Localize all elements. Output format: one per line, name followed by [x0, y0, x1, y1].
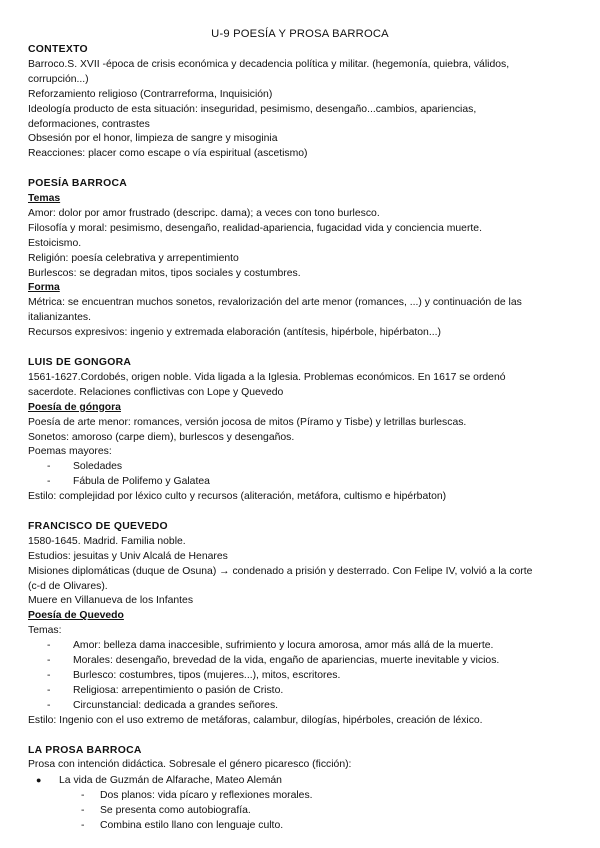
gongora-poesia-line: Poesía de arte menor: romances, versión jocosa de mitos (Píramo y Tisbe) y letrillas burlescas.	[28, 416, 467, 428]
temas-line: Religión: poesía celebrativa y arrepentimiento	[28, 252, 239, 264]
quevedo-bio-line: Muere en Villanueva de los Infantes	[28, 595, 194, 607]
gongora-estilo: Estilo: complejidad por léxico culto y recursos (aliteración, metáfora, cultismo e hipérbaton)	[28, 491, 447, 503]
quevedo-bio-line: Misiones diplomáticas (duque de Osuna) → condenado a prisión y desterrado. Con Felipe IV, volvió a la corte	[28, 565, 533, 577]
subheading-forma: Forma	[28, 282, 60, 294]
dash-marker: -	[47, 670, 51, 682]
dash-marker: -	[47, 461, 51, 473]
dash-marker: -	[81, 805, 85, 817]
gongora-bio-line: 1561-1627.Cordobés, origen noble. Vida ligada a la Iglesia. Problemas económicos. En 1617 se ordenó	[28, 371, 506, 383]
contexto-line: Reforzamiento religioso (Contrarreforma, Inquisición)	[28, 88, 273, 100]
contexto-line: corrupción...)	[28, 73, 89, 85]
list-item: - Soledades	[28, 460, 576, 475]
list-item: - Amor: belleza dama inaccesible, sufrimiento y locura amorosa, amor más allá de la muerte.	[28, 639, 576, 654]
gongora-poesia-line: Sonetos: amoroso (carpe diem), burlescos y desengaños.	[28, 431, 295, 443]
list-item: - Combina estilo llano con lenguaje culto.	[28, 819, 576, 834]
dash-marker: -	[47, 640, 51, 652]
list-item: - Dos planos: vida pícaro y reflexiones morales.	[28, 789, 576, 804]
contexto-line: Barroco.S. XVII -época de crisis económica y decadencia política y militar. (hegemonía, quiebra, válidos,	[28, 58, 510, 70]
subheading-poesia-gongora: Poesía de góngora	[28, 401, 121, 413]
document-body	[28, 43, 576, 834]
forma-line: italianizantes.	[28, 312, 91, 324]
dash-marker: -	[47, 655, 51, 667]
quevedo-bio-line: Estudios: jesuitas y Univ Alcalá de Henares	[28, 550, 228, 562]
section-heading-gongora: LUIS DE GONGORA	[28, 357, 132, 368]
dash-marker: -	[81, 790, 85, 802]
temas-line: Burlescos: se degradan mitos, tipos sociales y costumbres.	[28, 267, 301, 279]
contexto-line: deformaciones, contrastes	[28, 118, 150, 130]
section-heading-quevedo: FRANCISCO DE QUEVEDO	[28, 520, 168, 532]
section-heading-poesia-barroca: POESÍA BARROCA	[28, 178, 128, 190]
gongora-bio-line: sacerdote. Relaciones conflictivas con Lope y Quevedo	[28, 386, 284, 398]
list-item: - Burlesco: costumbres, tipos (mujeres...), mitos, escritores.	[28, 669, 576, 684]
prosa-intro: Prosa con intención didáctica. Sobresale el género picaresco (ficción):	[28, 759, 352, 771]
temas-line: Filosofía y moral: pesimismo, desengaño, realidad-apariencia, fugacidad vida y conciencia muerte.	[28, 222, 482, 234]
dash-marker: -	[47, 684, 51, 696]
dash-marker: -	[81, 820, 85, 832]
quevedo-bio-line: (c-d de Olivares).	[28, 580, 108, 592]
section-heading-contexto: CONTEXTO	[28, 44, 88, 55]
dash-marker: -	[47, 699, 51, 711]
forma-line: Recursos expresivos: ingenio y extremada elaboración (antítesis, hipérbole, hipérbaton...)	[28, 327, 441, 339]
temas-line: Estoicismo.	[28, 237, 82, 249]
list-item: - Circunstancial: dedicada a grandes señores.	[28, 699, 576, 714]
contexto-line: Ideología producto de esta situación: inseguridad, pesimismo, desengaño...cambios, apariencias,	[28, 103, 477, 115]
contexto-line: Obsesión por el honor, limpieza de sangre y misoginia	[28, 133, 278, 145]
list-item: - Se presenta como autobiografía.	[28, 804, 576, 819]
temas-line: Amor: dolor por amor frustrado (descripc. dama); a veces con tono burlesco.	[28, 207, 380, 219]
quevedo-temas-label: Temas:	[28, 625, 62, 637]
forma-line: Métrica: se encuentran muchos sonetos, revalorización del arte menor (romances, ...) y continuación de las	[28, 297, 522, 309]
list-item: ● La vida de Guzmán de Alfarache, Mateo Alemán	[36, 775, 282, 787]
page-title: U-9 POESÍA Y PROSA BARROCA	[211, 28, 389, 40]
quevedo-bio-line: 1580-1645. Madrid. Familia noble.	[28, 535, 186, 547]
bullet-marker: ●	[36, 775, 42, 786]
subheading-poesia-quevedo: Poesía de Quevedo	[28, 610, 124, 622]
list-item: - Religiosa: arrepentimiento o pasión de Cristo.	[28, 684, 576, 699]
contexto-line: Reacciones: placer como escape o vía espiritual (ascetismo)	[28, 148, 308, 160]
subheading-temas: Temas	[28, 193, 61, 205]
quevedo-estilo: Estilo: Ingenio con el uso extremo de metáforas, calambur, dilogías, hipérboles, creación de léxico.	[28, 714, 483, 726]
list-item: - Morales: desengaño, brevedad de la vida, engaño de apariencias, muerte inevitable y vicios.	[28, 654, 576, 669]
list-item: - Fábula de Polifemo y Galatea	[28, 475, 576, 490]
dash-marker: -	[47, 476, 51, 488]
gongora-poesia-line: Poemas mayores:	[28, 446, 112, 458]
section-heading-prosa: LA PROSA BARROCA	[28, 744, 142, 756]
